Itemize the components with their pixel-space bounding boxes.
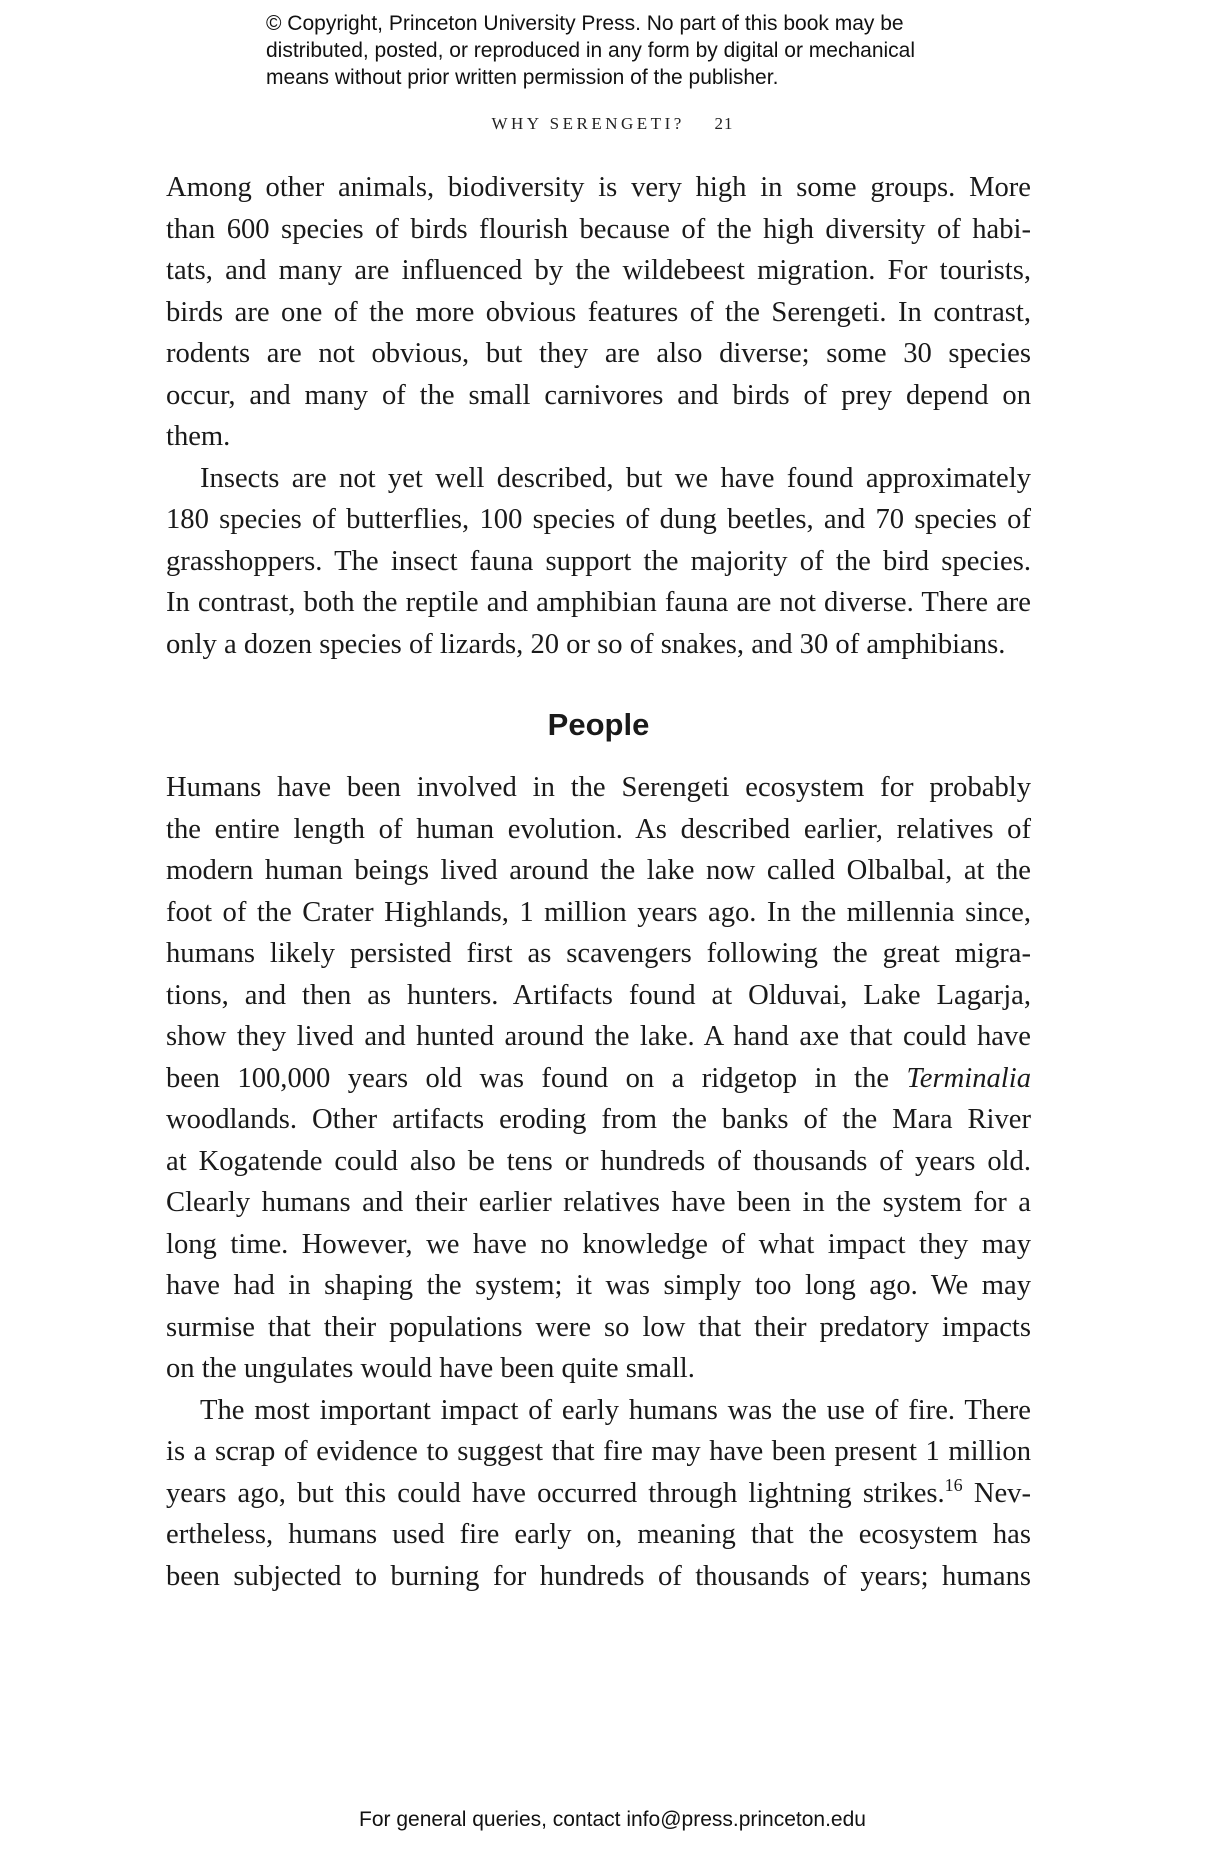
text-line: have had in shaping the system; it was simply too long ago. We may (166, 1270, 1031, 1301)
text-line: rodents are not obvious, but they are also diverse; some 30 species (166, 338, 1031, 369)
text-segment: years ago, but this could have occurred through lightning strikes. (166, 1477, 945, 1509)
text-line: 180 species of butterflies, 100 species of dung beetles, and 70 species of (166, 504, 1031, 535)
section-heading: People (547, 707, 650, 742)
text-line: is a scrap of evidence to suggest that fire may have been present 1 million (166, 1436, 1031, 1467)
text-line: tats, and many are influenced by the wildebeest migration. For tourists, (166, 255, 1031, 286)
text-line: the entire length of human evolution. As described earlier, relatives of (166, 813, 1031, 845)
text-line: grasshoppers. The insect fauna support the majority of the bird species. (166, 545, 1031, 577)
text-line: ertheless, humans used fire early on, meaning that the ecosystem has (166, 1519, 1031, 1550)
text-line: on the ungulates would have been quite small. (166, 1353, 695, 1384)
copyright-line: means without prior written permission of the publisher. (266, 66, 779, 89)
text-line: woodlands. Other artifacts eroding from the banks of the Mara River (166, 1104, 1031, 1135)
paragraph (166, 458, 1031, 666)
text-line: show they lived and hunted around the lake. A hand axe that could have (166, 1021, 1031, 1052)
text-line: Humans have been involved in the Serengeti ecosystem for probably (166, 772, 1031, 803)
footer-contact: For general queries, contact info@press.princeton.edu (359, 1808, 866, 1831)
text-line (166, 1473, 1031, 1515)
copyright-notice (266, 10, 1006, 91)
text-line: Among other animals, biodiversity is very high in some groups. More (166, 172, 1031, 203)
text-line: surmise that their populations were so low that their predatory impacts (166, 1311, 1031, 1343)
text-line (166, 1058, 1031, 1100)
text-line: modern human beings lived around the lake now called Olbalbal, at the (166, 855, 1031, 886)
text-line: In contrast, both the reptile and amphibian fauna are not diverse. There are (166, 587, 1031, 618)
text-line: humans likely persisted first as scavengers following the great migra- (166, 938, 1031, 969)
text-line: foot of the Crater Highlands, 1 million years ago. In the millennia since, (166, 896, 1031, 928)
text-line: than 600 species of birds flourish because of the high diversity of habi- (166, 213, 1031, 245)
body-text (166, 167, 1031, 1597)
text-segment: Nev- (962, 1477, 1032, 1509)
paragraph (166, 767, 1031, 1390)
paragraph (166, 1390, 1031, 1598)
text-line: The most important impact of early humans was the use of fire. There (200, 1394, 1031, 1426)
page-number: 21 (714, 114, 734, 133)
text-line: tions, and then as hunters. Artifacts found at Olduvai, Lake Lagarja, (166, 979, 1031, 1011)
text-line: only a dozen species of lizards, 20 or so of snakes, and 30 of amphibians. (166, 628, 1006, 660)
paragraph (166, 167, 1031, 458)
copyright-line: © Copyright, Princeton University Press. No part of this book may be (266, 12, 904, 35)
running-head (0, 114, 1225, 134)
text-segment: been 100,000 years old was found on a ridgetop in the (166, 1062, 890, 1094)
text-line: birds are one of the more obvious features of the Serengeti. In contrast, (166, 296, 1031, 328)
text-line: Insects are not yet well described, but we have found approximately (200, 462, 1031, 494)
copyright-line: distributed, posted, or reproduced in any form by digital or mechanical (266, 39, 916, 62)
text-line: been subjected to burning for hundreds of thousands of years; humans (166, 1560, 1031, 1592)
text-line: Clearly humans and their earlier relatives have been in the system for a (166, 1187, 1031, 1218)
text-line: occur, and many of the small carnivores and birds of prey depend on (166, 379, 1031, 411)
running-head-title: WHY SERENGETI? (491, 114, 685, 133)
text-line: them. (166, 421, 231, 452)
text-line: at Kogatende could also be tens or hundreds of thousands of years old. (166, 1145, 1031, 1177)
italic-genus-name: Terminalia (906, 1062, 1031, 1094)
text-line: long time. However, we have no knowledge of what impact they may (166, 1228, 1031, 1260)
footnote-reference[interactable]: 16 (944, 1474, 963, 1495)
